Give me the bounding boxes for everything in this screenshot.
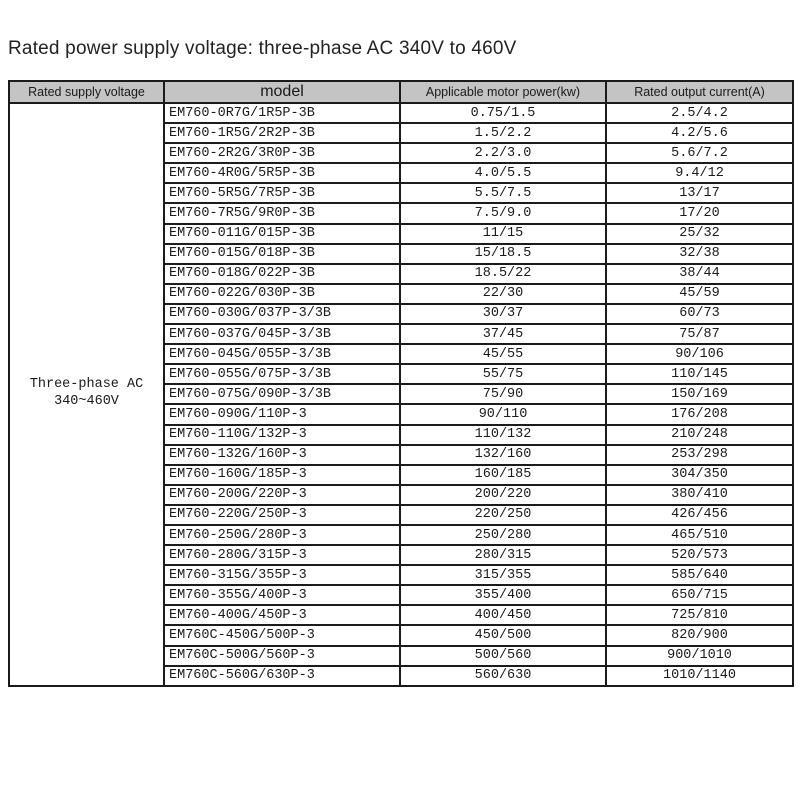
power-cell: 250/280 — [400, 525, 606, 545]
power-cell: 110/132 — [400, 425, 606, 445]
current-cell: 725/810 — [606, 605, 793, 625]
supply-voltage-line1: Three-phase AC — [29, 377, 144, 393]
current-cell: 4.2/5.6 — [606, 123, 793, 143]
current-cell: 650/715 — [606, 585, 793, 605]
model-cell: EM760-030G/037P-3/3B — [164, 304, 400, 324]
current-cell: 32/38 — [606, 244, 793, 264]
current-cell: 13/17 — [606, 183, 793, 203]
model-cell: EM760-075G/090P-3/3B — [164, 384, 400, 404]
model-cell: EM760-160G/185P-3 — [164, 465, 400, 485]
power-cell: 220/250 — [400, 505, 606, 525]
current-cell: 9.4/12 — [606, 163, 793, 183]
model-cell: EM760-7R5G/9R0P-3B — [164, 203, 400, 223]
model-cell: EM760C-560G/630P-3 — [164, 666, 400, 686]
current-cell: 38/44 — [606, 264, 793, 284]
header-rated-supply-voltage: Rated supply voltage — [9, 81, 164, 103]
model-cell: EM760-315G/355P-3 — [164, 565, 400, 585]
model-cell: EM760C-450G/500P-3 — [164, 625, 400, 645]
current-cell: 465/510 — [606, 525, 793, 545]
current-cell: 304/350 — [606, 465, 793, 485]
model-cell: EM760-0R7G/1R5P-3B — [164, 103, 400, 123]
model-cell: EM760-055G/075P-3/3B — [164, 364, 400, 384]
current-cell: 585/640 — [606, 565, 793, 585]
model-cell: EM760-4R0G/5R5P-3B — [164, 163, 400, 183]
model-cell: EM760-280G/315P-3 — [164, 545, 400, 565]
model-cell: EM760-200G/220P-3 — [164, 485, 400, 505]
power-cell: 0.75/1.5 — [400, 103, 606, 123]
current-cell: 75/87 — [606, 324, 793, 344]
power-cell: 11/15 — [400, 224, 606, 244]
power-cell: 5.5/7.5 — [400, 183, 606, 203]
model-cell: EM760-355G/400P-3 — [164, 585, 400, 605]
current-cell: 25/32 — [606, 224, 793, 244]
table-header — [9, 81, 793, 103]
current-cell: 253/298 — [606, 445, 793, 465]
model-cell: EM760-011G/015P-3B — [164, 224, 400, 244]
header-row — [9, 81, 793, 103]
power-cell: 22/30 — [400, 284, 606, 304]
current-cell: 45/59 — [606, 284, 793, 304]
power-cell: 2.2/3.0 — [400, 143, 606, 163]
current-cell: 90/106 — [606, 344, 793, 364]
page-title: Rated power supply voltage: three-phase AC 340V to 460V — [8, 38, 517, 59]
current-cell: 5.6/7.2 — [606, 143, 793, 163]
model-cell: EM760-400G/450P-3 — [164, 605, 400, 625]
power-cell: 132/160 — [400, 445, 606, 465]
power-cell: 75/90 — [400, 384, 606, 404]
power-cell: 37/45 — [400, 324, 606, 344]
power-cell: 315/355 — [400, 565, 606, 585]
power-cell: 30/37 — [400, 304, 606, 324]
power-cell: 400/450 — [400, 605, 606, 625]
model-cell: EM760-090G/110P-3 — [164, 404, 400, 424]
model-cell: EM760-045G/055P-3/3B — [164, 344, 400, 364]
header-rated-output-current: Rated output current(A) — [606, 81, 793, 103]
power-cell: 450/500 — [400, 625, 606, 645]
power-cell: 200/220 — [400, 485, 606, 505]
power-cell: 45/55 — [400, 344, 606, 364]
power-cell: 355/400 — [400, 585, 606, 605]
header-model: model — [164, 81, 400, 103]
model-cell: EM760-037G/045P-3/3B — [164, 324, 400, 344]
model-cell: EM760-220G/250P-3 — [164, 505, 400, 525]
current-cell: 176/208 — [606, 404, 793, 424]
power-cell: 560/630 — [400, 666, 606, 686]
model-cell: EM760-022G/030P-3B — [164, 284, 400, 304]
model-cell: EM760-018G/022P-3B — [164, 264, 400, 284]
current-cell: 2.5/4.2 — [606, 103, 793, 123]
model-cell: EM760-250G/280P-3 — [164, 525, 400, 545]
supply-voltage-line2: 340~460V — [54, 394, 119, 410]
model-cell: EM760-132G/160P-3 — [164, 445, 400, 465]
model-cell: EM760-110G/132P-3 — [164, 425, 400, 445]
current-cell: 900/1010 — [606, 646, 793, 666]
header-applicable-motor-power: Applicable motor power(kw) — [400, 81, 606, 103]
power-cell: 500/560 — [400, 646, 606, 666]
model-cell: EM760-5R5G/7R5P-3B — [164, 183, 400, 203]
current-cell: 380/410 — [606, 485, 793, 505]
current-cell: 820/900 — [606, 625, 793, 645]
power-cell: 160/185 — [400, 465, 606, 485]
current-cell: 17/20 — [606, 203, 793, 223]
model-cell: EM760C-500G/560P-3 — [164, 646, 400, 666]
power-cell: 7.5/9.0 — [400, 203, 606, 223]
power-cell: 55/75 — [400, 364, 606, 384]
model-cell: EM760-015G/018P-3B — [164, 244, 400, 264]
table-row — [9, 103, 793, 123]
current-cell: 1010/1140 — [606, 666, 793, 686]
current-cell: 210/248 — [606, 425, 793, 445]
current-cell: 520/573 — [606, 545, 793, 565]
supply-voltage-cell — [9, 103, 164, 686]
current-cell: 426/456 — [606, 505, 793, 525]
current-cell: 60/73 — [606, 304, 793, 324]
power-cell: 18.5/22 — [400, 264, 606, 284]
current-cell: 150/169 — [606, 384, 793, 404]
power-cell: 280/315 — [400, 545, 606, 565]
power-cell: 1.5/2.2 — [400, 123, 606, 143]
model-cell: EM760-1R5G/2R2P-3B — [164, 123, 400, 143]
power-cell: 90/110 — [400, 404, 606, 424]
table-body — [9, 103, 793, 686]
power-cell: 4.0/5.5 — [400, 163, 606, 183]
power-cell: 15/18.5 — [400, 244, 606, 264]
current-cell: 110/145 — [606, 364, 793, 384]
model-cell: EM760-2R2G/3R0P-3B — [164, 143, 400, 163]
spec-table — [8, 80, 794, 687]
